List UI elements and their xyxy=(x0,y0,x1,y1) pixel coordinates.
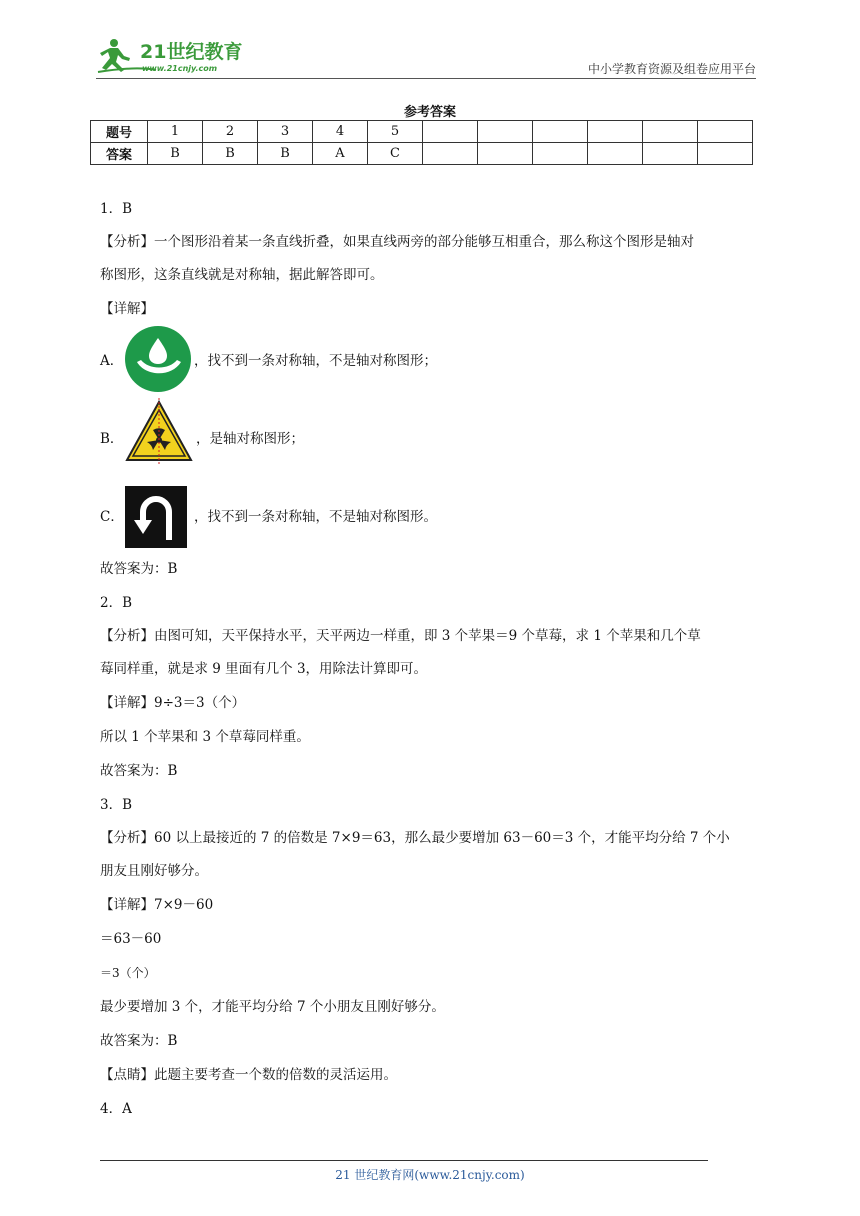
table-header-answer: 答案 xyxy=(91,143,148,165)
q2-conclusion: 所以 1 个苹果和 3 个草莓同样重。 xyxy=(100,729,310,745)
header-divider xyxy=(96,78,756,79)
q3-analysis-line2: 朋友且刚好够分。 xyxy=(100,863,208,879)
table-cell: B xyxy=(258,143,313,165)
u-turn-sign-icon xyxy=(125,486,187,548)
table-row-numbers xyxy=(91,121,753,143)
option-c-label: C． xyxy=(100,509,124,525)
q3-step1: ＝63－60 xyxy=(100,931,162,947)
table-cell xyxy=(643,121,698,143)
page-header xyxy=(96,36,756,80)
q3-conclusion: 最少要增加 3 个，才能平均分给 7 个小朋友且刚好够分。 xyxy=(100,999,445,1015)
table-cell xyxy=(588,143,643,165)
table-header-question: 题号 xyxy=(91,121,148,143)
table-cell xyxy=(423,121,478,143)
q3-answer: 故答案为：B xyxy=(100,1033,178,1049)
water-drop-sign-icon xyxy=(125,326,191,392)
table-cell xyxy=(588,121,643,143)
q3-point: 【点睛】此题主要考查一个数的倍数的灵活运用。 xyxy=(100,1067,397,1083)
option-a-text: ，找不到一条对称轴，不是轴对称图形； xyxy=(194,353,437,369)
table-cell: 1 xyxy=(148,121,203,143)
q2-answer: 故答案为：B xyxy=(100,763,178,779)
q2-analysis-line1: 【分析】由图可知，天平保持水平，天平两边一样重，即 3 个苹果＝9 个草莓，求 1 个苹果和几个草 xyxy=(100,628,701,644)
q1-detail-heading: 【详解】 xyxy=(100,301,154,317)
option-b-label: B． xyxy=(100,431,124,447)
q2-detail: 【详解】9÷3＝3（个） xyxy=(100,695,246,711)
table-cell xyxy=(698,143,753,165)
logo-url: www.21cnjy.com xyxy=(142,64,218,73)
table-cell xyxy=(478,121,533,143)
table-cell: 2 xyxy=(203,121,258,143)
table-row-answers xyxy=(91,143,753,165)
table-cell: B xyxy=(148,143,203,165)
table-cell xyxy=(698,121,753,143)
table-cell: C xyxy=(368,143,423,165)
table-cell xyxy=(478,143,533,165)
logo-text: 21世纪教育 xyxy=(140,41,243,63)
q1-analysis-line2: 称图形，这条直线就是对称轴，据此解答即可。 xyxy=(100,267,384,283)
option-b-text: ，是轴对称图形； xyxy=(196,431,304,447)
q2-number: 2．B xyxy=(100,595,133,611)
table-cell: 4 xyxy=(313,121,368,143)
q3-detail: 【详解】7×9－60 xyxy=(100,897,214,913)
header-platform-text: 中小学教育资源及组卷应用平台 xyxy=(587,62,756,76)
footer-link[interactable]: 21 世纪教育网(www.21cnjy.com) xyxy=(335,1168,525,1182)
footer-divider xyxy=(100,1160,708,1161)
option-c-text: ，找不到一条对称轴，不是轴对称图形。 xyxy=(194,509,437,525)
q1-number: 1．B xyxy=(100,201,133,217)
table-cell: B xyxy=(203,143,258,165)
site-logo xyxy=(96,36,266,76)
table-cell xyxy=(533,121,588,143)
radiation-warning-sign-icon xyxy=(124,398,194,464)
q3-step2: ＝3（个） xyxy=(100,966,156,980)
option-a-label: A． xyxy=(100,353,124,369)
table-cell: 5 xyxy=(368,121,423,143)
q3-analysis-line1: 【分析】60 以上最接近的 7 的倍数是 7×9＝63，那么最少要增加 63－60＝3 个，才能平均分给 7 个小 xyxy=(100,830,730,846)
table-cell xyxy=(533,143,588,165)
q2-analysis-line2: 莓同样重，就是求 9 里面有几个 3，用除法计算即可。 xyxy=(100,661,428,677)
table-cell xyxy=(643,143,698,165)
q3-number: 3．B xyxy=(100,797,133,813)
q1-analysis-line1: 【分析】一个图形沿着某一条直线折叠，如果直线两旁的部分能够互相重合，那么称这个图形是轴对 xyxy=(100,234,694,250)
table-cell xyxy=(423,143,478,165)
page-title: 参考答案 xyxy=(403,105,456,120)
table-cell: A xyxy=(313,143,368,165)
q4-number: 4．A xyxy=(100,1101,132,1117)
answer-table xyxy=(90,120,753,165)
q1-answer: 故答案为：B xyxy=(100,561,178,577)
table-cell: 3 xyxy=(258,121,313,143)
